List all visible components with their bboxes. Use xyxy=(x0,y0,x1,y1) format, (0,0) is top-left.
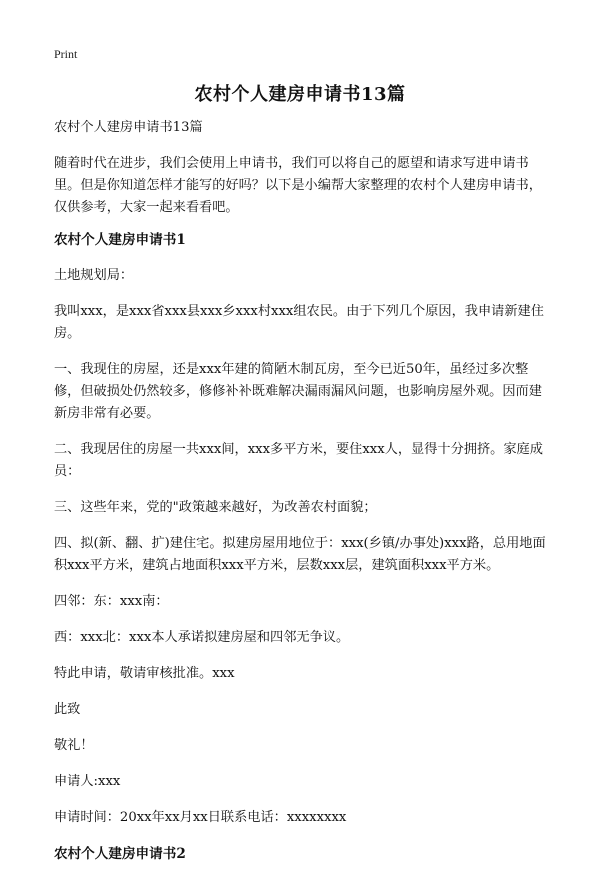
document-body xyxy=(54,117,548,879)
intro-paragraph: 随着时代在进步，我们会使用上申请书，我们可以将自己的愿望和请求写进申请书里。但是你知道怎样才能写的好吗？以下是小编帮大家整理的农村个人建房申请书，仅供参考，大家一起来看看吧。 xyxy=(54,156,542,215)
body-paragraph: 二、我现居住的房屋一共xxx间，xxx多平方米，要住xxx人，显得十分拥挤。家庭成员： xyxy=(54,442,543,479)
closing-salute: 敬礼！ xyxy=(54,738,94,753)
body-paragraph: 一、我现住的房屋，还是xxx年建的简陋木制瓦房，至今已近50年，虽经过多次整修，但破损处仍然较多，修修补补既难解决漏雨漏风问题，也影响房屋外观。因而建新房非常有必要。 xyxy=(54,362,542,421)
section-heading-1: 农村个人建房申请书1 xyxy=(54,232,186,248)
print-label: Print xyxy=(54,47,78,61)
body-paragraph: 西：xxx北：xxx本人承诺拟建房屋和四邻无争议。 xyxy=(54,630,350,645)
body-paragraph: 三、这些年来，党的"政策越来越好，为改善农村面貌； xyxy=(54,500,377,515)
body-paragraph: 我叫xxx，是xxx省xxx县xxx乡xxx村xxx组农民。由于下列几个原因，我申请新建住房。 xyxy=(54,304,544,341)
application-date-line: 申请时间：20xx年xx月xx日联系电话：xxxxxxxx xyxy=(54,810,347,825)
page-title: 农村个人建房申请书13篇 xyxy=(194,84,406,105)
applicant-line: 申请人:xxx xyxy=(54,774,121,789)
body-paragraph: 特此申请，敬请审核批准。xxx xyxy=(54,666,235,681)
closing-line: 此致 xyxy=(54,702,81,717)
body-paragraph: 四、拟(新、翻、扩)建住宅。拟建房屋用地位于：xxx(乡镇/办事处)xxx路，总用地面积xxx平方米，建筑占地面积xxx平方米，层数xxx层，建筑面积xxx平方米。 xyxy=(54,536,546,573)
addressee-line: 土地规划局： xyxy=(54,268,134,283)
section-heading-2: 农村个人建房申请书2 xyxy=(54,846,186,862)
body-paragraph: 四邻：东：xxx南： xyxy=(54,594,169,609)
document-subtitle: 农村个人建房申请书13篇 xyxy=(54,120,203,135)
